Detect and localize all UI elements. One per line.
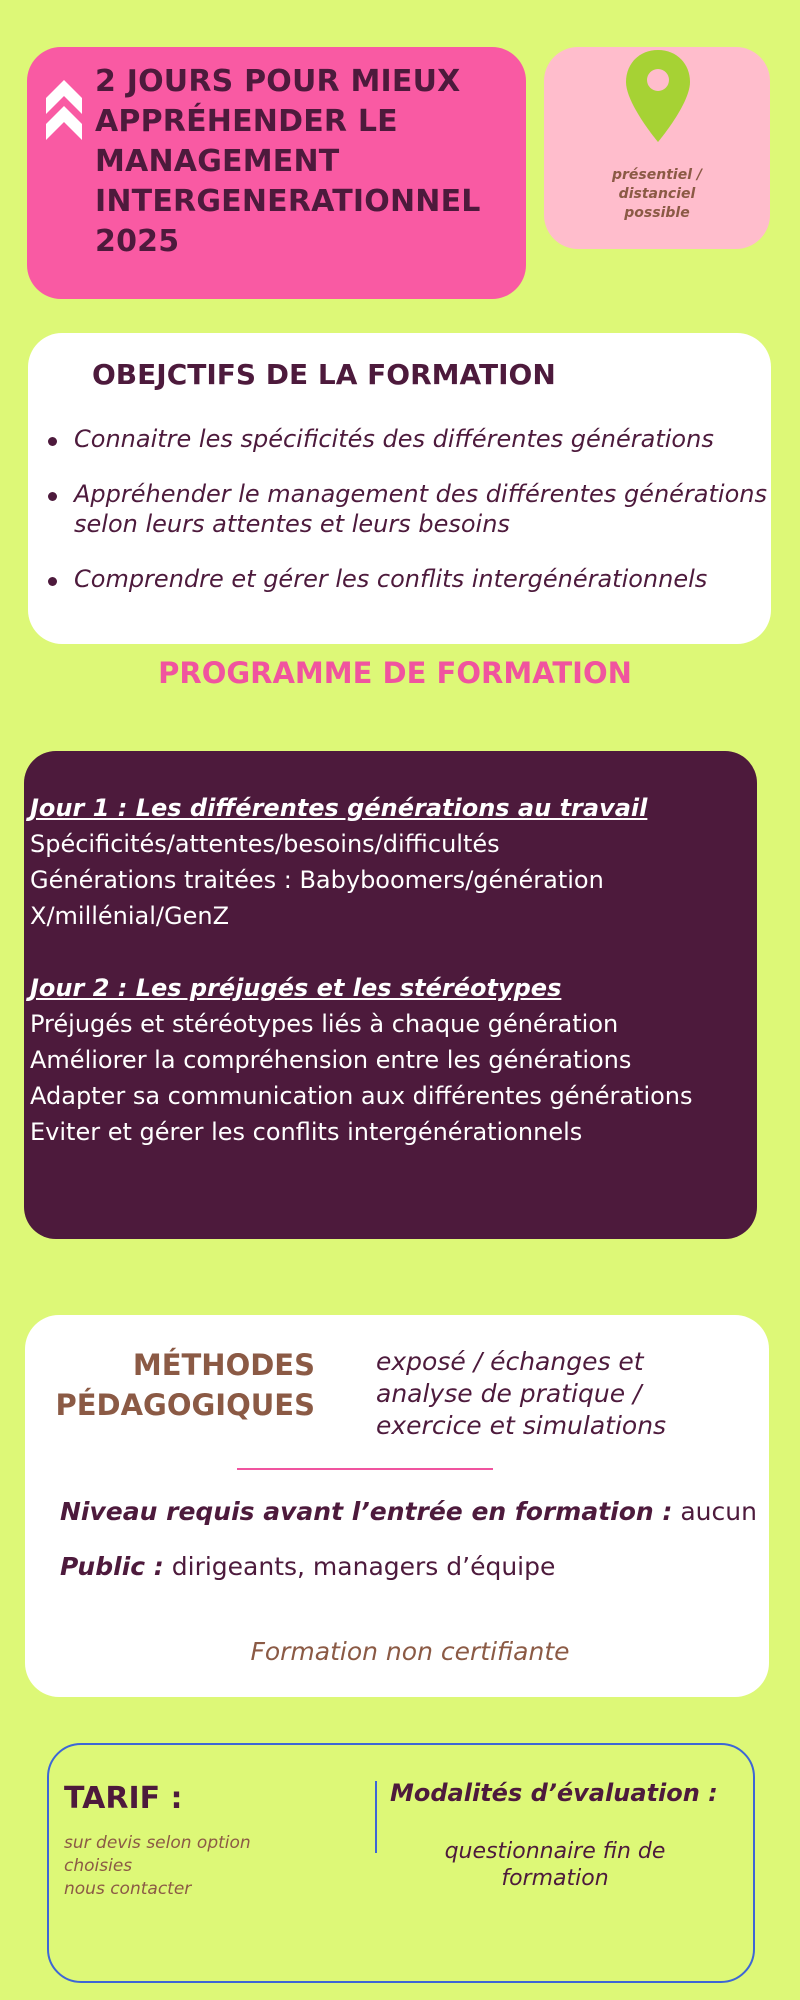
programme-content bbox=[30, 790, 750, 1150]
divider bbox=[237, 1468, 493, 1470]
public-value: dirigeants, managers d’équipe bbox=[171, 1552, 556, 1581]
tarif-label: TARIF : bbox=[64, 1781, 183, 1816]
day1-line: Générations traitées : Babyboomers/génération X/millénial/GenZ bbox=[30, 866, 604, 930]
methods-description: exposé / échanges et analyse de pratique / exercice et simulations bbox=[376, 1347, 667, 1440]
level-label: Niveau requis avant l’entrée en formation : bbox=[60, 1497, 673, 1526]
programme-heading: PROGRAMME DE FORMATION bbox=[158, 656, 632, 690]
day2-title: Jour 2 : Les préjugés et les stéréotypes bbox=[30, 974, 562, 1002]
level-value: aucun bbox=[680, 1497, 757, 1526]
bullet-icon bbox=[48, 437, 57, 446]
objective-text: Connaitre les spécificités des différentes générations bbox=[74, 425, 714, 453]
objective-text: Appréhender le management des différentes générations selon leurs attentes et leurs besoins bbox=[74, 480, 767, 538]
day2-line: Préjugés et stéréotypes liés à chaque génération bbox=[30, 1010, 619, 1038]
day2-line: Eviter et gérer les conflits intergénérationnels bbox=[30, 1118, 583, 1146]
evaluation-detail: questionnaire fin de formation bbox=[444, 1839, 666, 1891]
spacer bbox=[30, 934, 750, 970]
bullet-icon bbox=[48, 492, 57, 501]
public-label: Public : bbox=[60, 1552, 164, 1581]
day2-line: Adapter sa communication aux différentes générations bbox=[30, 1082, 693, 1110]
day1-line: Spécificités/attentes/besoins/difficultés bbox=[30, 830, 500, 858]
vertical-divider bbox=[375, 1781, 377, 1853]
bullet-icon bbox=[48, 577, 57, 586]
objective-item bbox=[44, 479, 784, 539]
location-pin-icon bbox=[624, 48, 692, 144]
objective-item bbox=[44, 564, 784, 594]
methods-title: MÉTHODES PÉDAGOGIQUES bbox=[55, 1348, 315, 1422]
objectives-list bbox=[44, 424, 784, 619]
certification-note: Formation non certifiante bbox=[250, 1637, 570, 1666]
day2-line: Améliorer la compréhension entre les générations bbox=[30, 1046, 632, 1074]
chevron-up-icon bbox=[46, 80, 82, 140]
evaluation-label: Modalités d’évaluation : bbox=[390, 1779, 718, 1807]
public-line bbox=[60, 1552, 555, 1581]
day1-title: Jour 1 : Les différentes générations au travail bbox=[30, 794, 648, 822]
level-required bbox=[60, 1497, 757, 1526]
location-modality: présentiel / distanciel possible bbox=[612, 167, 702, 221]
objectives-title: OBEJCTIFS DE LA FORMATION bbox=[92, 358, 556, 391]
objective-text: Comprendre et gérer les conflits intergénérationnels bbox=[74, 565, 708, 593]
page-title: 2 JOURS POUR MIEUX APPRÉHENDER LE MANAGEMENT INTERGENERATIONNEL 2025 bbox=[95, 64, 481, 259]
tarif-detail: sur devis selon option choisies nous contacter bbox=[64, 1833, 251, 1899]
objective-item bbox=[44, 424, 784, 454]
